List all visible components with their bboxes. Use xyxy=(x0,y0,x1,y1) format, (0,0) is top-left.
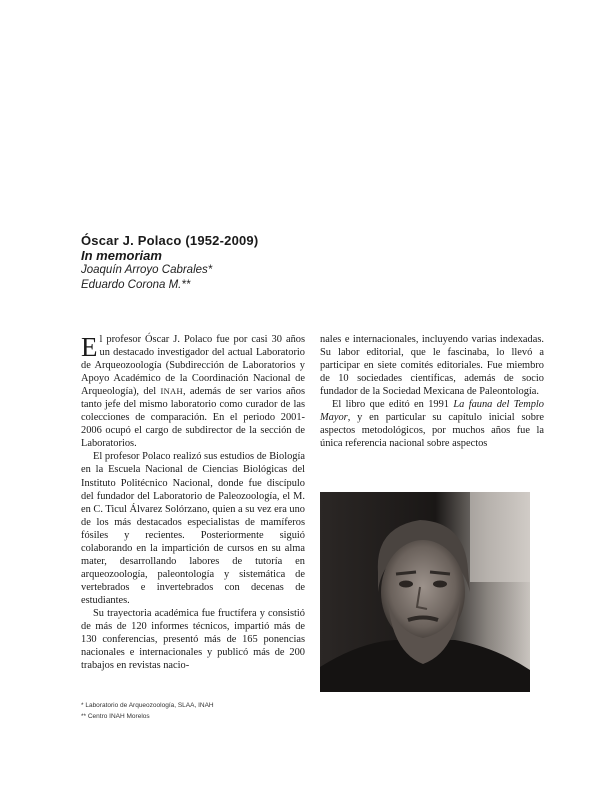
author-1: Joaquín Arroyo Cabrales* xyxy=(81,264,213,276)
paragraph-4: nales e internacionales, incluyendo varias indexadas. Su labor editorial, que le fascinaba, lo llevó a participar en siete comités editoriales. Fue miembro de 10 sociedades científicas, además de socio fundador de la Sociedad Mexicana de Paleontología. xyxy=(320,334,544,398)
portrait-illustration xyxy=(320,492,530,692)
author-2: Eduardo Corona M.** xyxy=(81,279,191,291)
footnotes xyxy=(81,700,311,722)
article-header xyxy=(81,233,381,293)
book-title: La fauna del Templo Mayor xyxy=(320,399,544,424)
paragraph-1-text-a: l profesor Óscar J. Polaco fue por casi 30 años un destacado investigador del actual Laboratorio de Arqueozoología (Subdirección de Laboratorios y Apoyo Académico de la Coordinación Nacional de Arqueología), del xyxy=(81,334,305,398)
paragraph-1-text-b: , además de ser varios años tanto jefe del mismo laboratorio como curador de las colecciones de comparación. En el periodo 2001-2006 ocupó el cargo de subdirector de la sección de Laboratorios. xyxy=(81,386,306,450)
footnote-1: * Laboratorio de Arqueozoología, SLAA, INAH xyxy=(81,702,214,709)
paragraph-5-text-a: El libro que editó en 1991 xyxy=(332,399,454,411)
article-subtitle: In memoriam xyxy=(81,248,162,263)
article-title: Óscar J. Polaco (1952-2009) xyxy=(81,233,259,248)
inah-abbrev: INAH xyxy=(160,386,183,397)
body-column-right xyxy=(320,333,544,450)
portrait-photo xyxy=(320,492,530,692)
paragraph-1 xyxy=(81,333,305,450)
drop-cap: E xyxy=(81,332,98,362)
paragraph-2: El profesor Polaco realizó sus estudios de Biología en la Escuela Nacional de Ciencias Biológicas del Instituto Politécnico Nacional, donde fue discípulo del fundador del Laboratorio de Paleozoología, el M. en C. Ticul Álvarez Solórzano, quien a su vez era uno de los más destacados especialistas de mamíferos fósiles y recientes. Posteriormente siguió colaborando en la impartición de cursos en su alma mater, desarrollando labores de tutoría en arqueozoología, paleontología y sistemática de vertebrados e invertebrados con decenas de estudiantes. xyxy=(81,451,305,606)
footnote-2: ** Centro INAH Morelos xyxy=(81,713,150,720)
paragraph-5 xyxy=(320,398,544,450)
paragraph-5-text-b: , y en particular su capítulo inicial sobre aspectos metodológicos, por muchos años fue la única referencia nacional sobre aspectos xyxy=(320,412,544,450)
body-column-left xyxy=(81,333,305,672)
paragraph-3: Su trayectoria académica fue fructífera y consistió de más de 120 informes técnicos, impartió más de 130 conferencias, presentó más de 165 ponencias nacionales e internacionales y publicó más de 200 trabajos en revistas nacio- xyxy=(81,607,305,672)
